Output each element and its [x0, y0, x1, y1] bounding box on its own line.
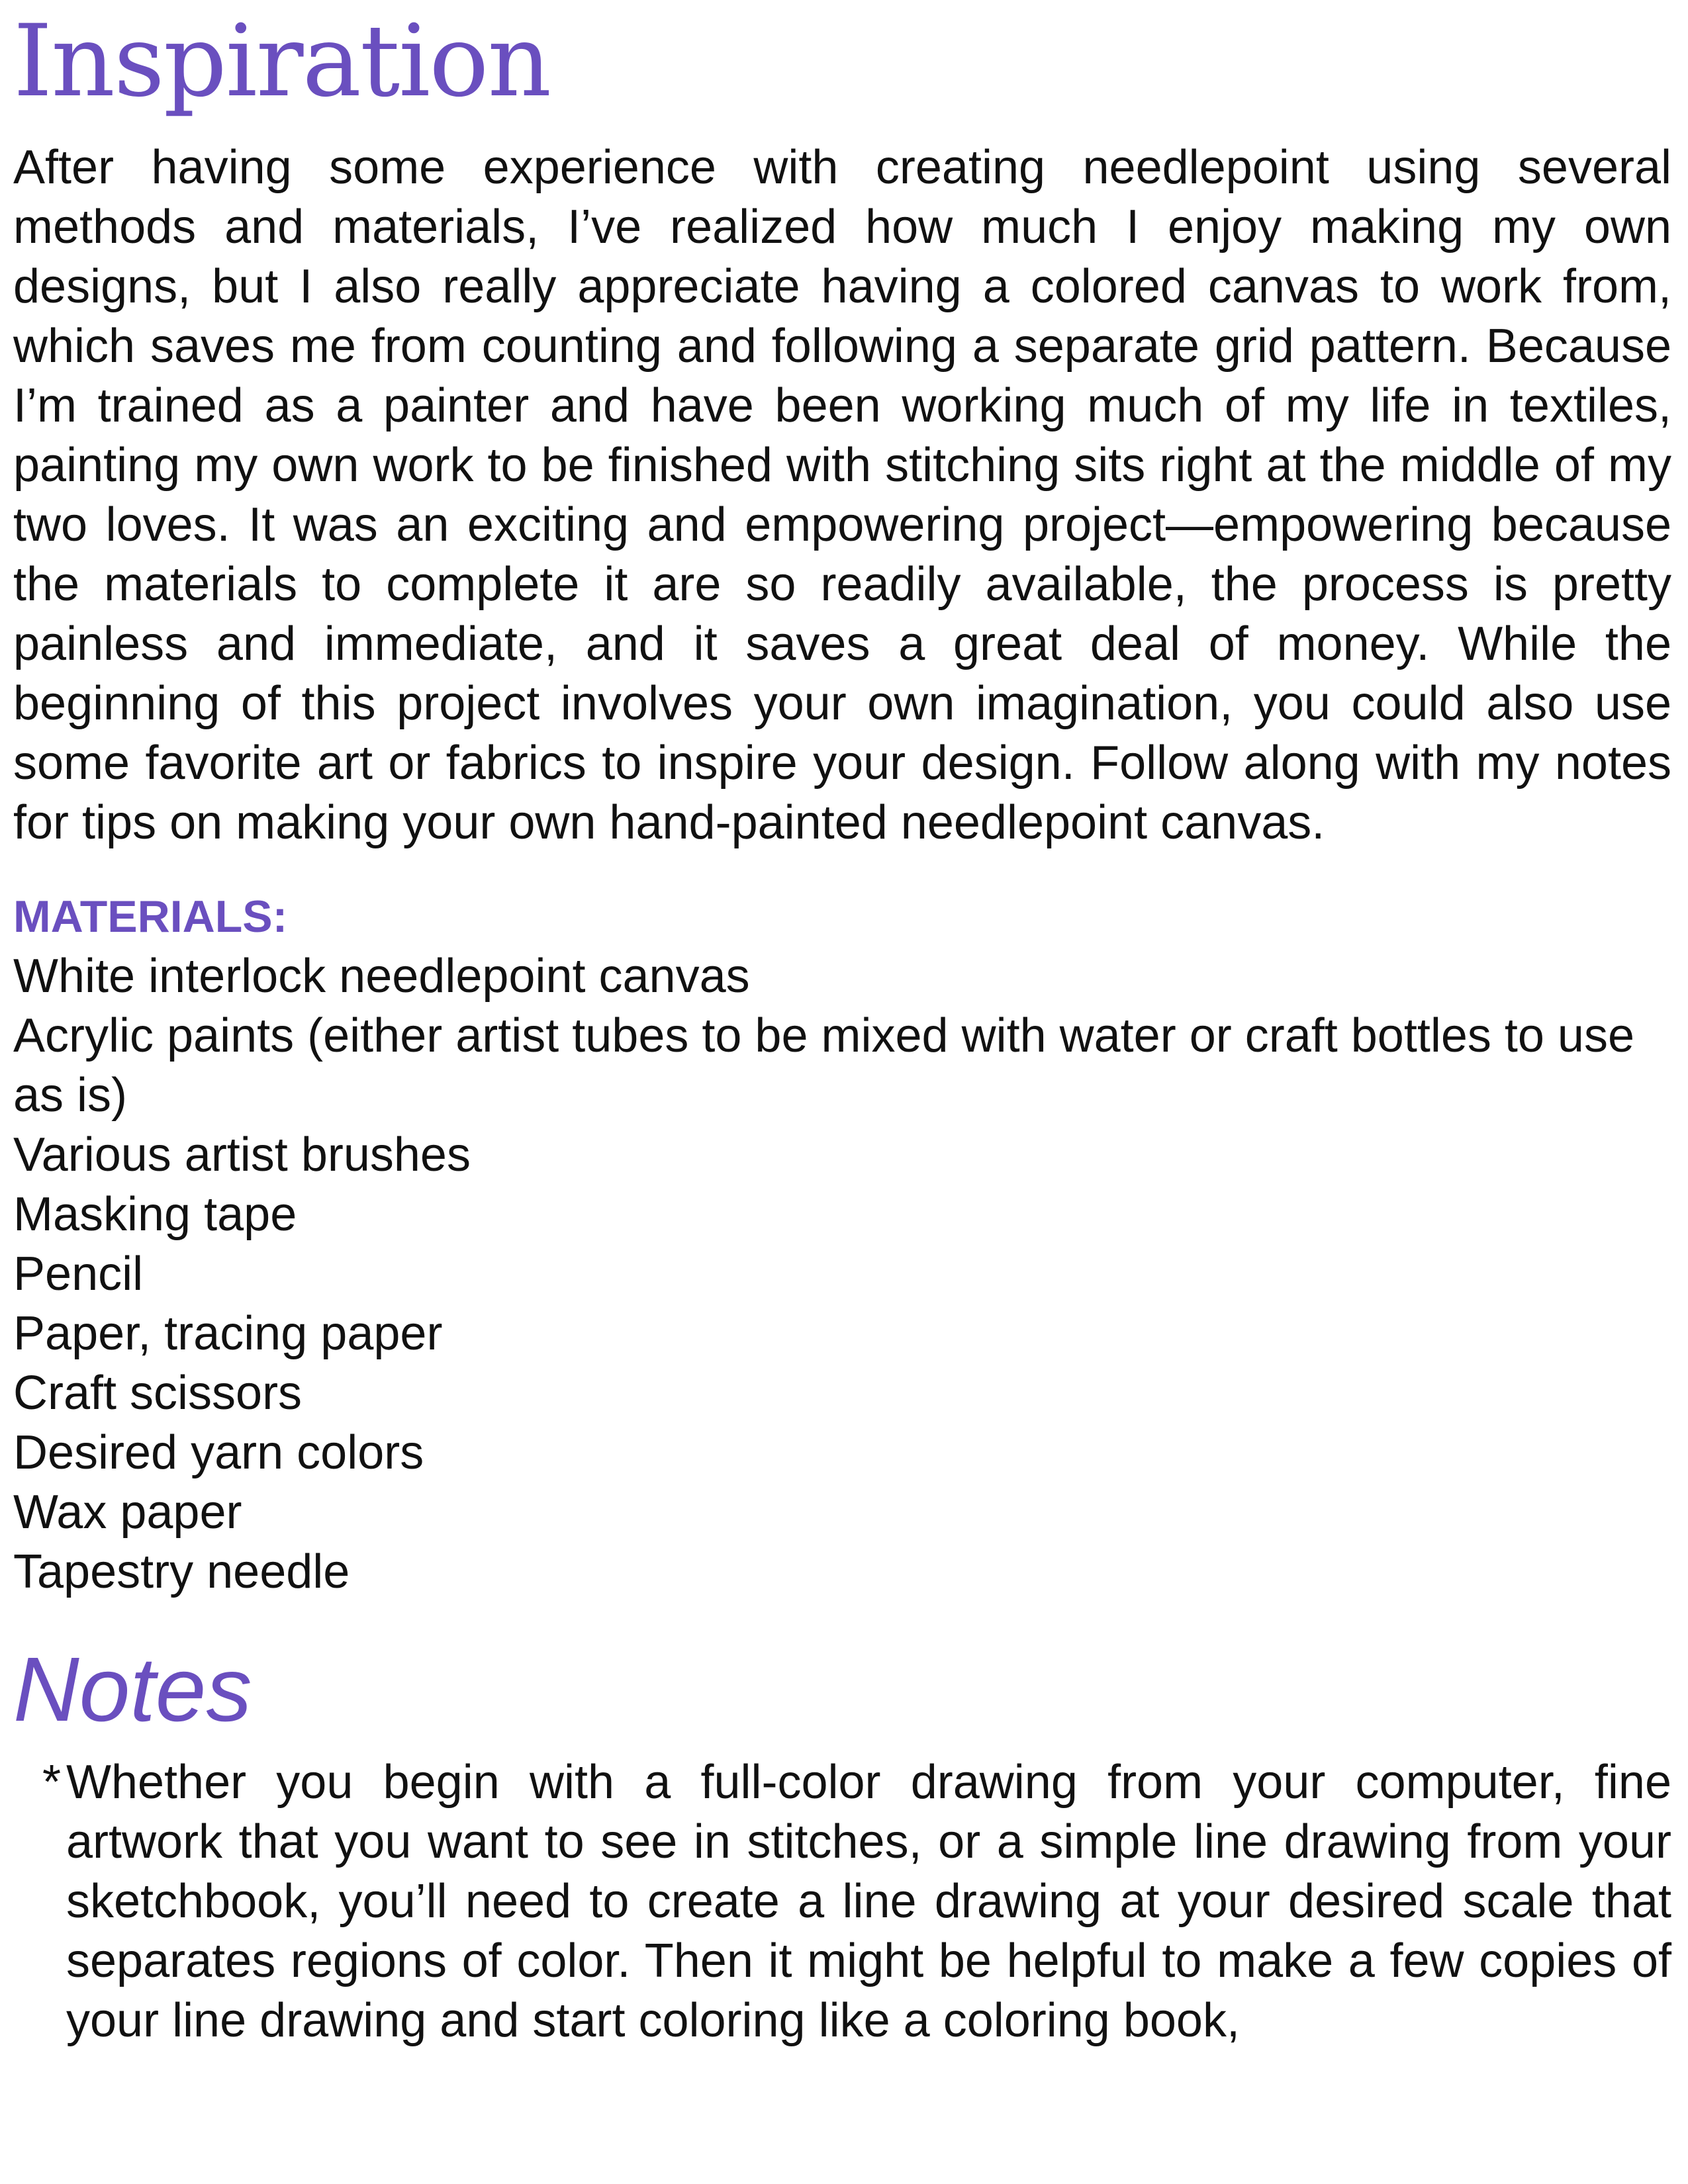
note-text: Whether you begin with a full-color drawing from your computer, fine artwork that you want to see in stitches, or a simple line drawing from your sketchbook, you’ll need to create a line drawing at your desired scale that separates regions of color. Then it might be helpful to make a few copies of your line drawing and start coloring like a coloring book,: [66, 1756, 1671, 2047]
list-item: Wax paper: [13, 1486, 242, 1539]
document-page: [13, 0, 1671, 2050]
list-item: Tapestry needle: [13, 1545, 350, 1598]
notes-heading: Notes: [13, 1639, 252, 1741]
list-item: White interlock needlepoint canvas: [13, 950, 750, 1003]
materials-list: [13, 946, 1642, 1602]
list-item: Pencil: [13, 1248, 144, 1300]
note-item: [42, 1752, 1671, 2050]
list-item: Craft scissors: [13, 1367, 303, 1420]
inspiration-paragraph: After having some experience with creating needlepoint using several methods and materials, I’ve realized how much I enjoy making my own designs, but I also really appreciate having a colored canvas to work from, which saves me from counting and following a separate grid pattern. Because I’m trained as a painter and have been working much of my life in textiles, painting my own work to be finished with stitching sits right at the middle of my two loves. It was an exciting and empowering project—empowering because the materials to complete it are so readily available, the process is pretty painless and immediate, and it saves a great deal of money. While the beginning of this project involves your own imagination, you could also use some favorite art or fabrics to inspire your design. Follow along with my notes for tips on making your own hand-painted needlepoint canvas.: [13, 141, 1671, 849]
inspiration-heading: Inspiration: [13, 4, 551, 119]
asterisk-bullet: *: [42, 1756, 62, 1809]
list-item: Various artist brushes: [13, 1128, 471, 1181]
materials-heading: MATERIALS:: [13, 891, 288, 942]
list-item: Desired yarn colors: [13, 1426, 424, 1479]
list-item: Paper, tracing paper: [13, 1307, 443, 1360]
list-item: Acrylic paints (either artist tubes to be mixed with water or craft bottles to use as is): [13, 1009, 1635, 1122]
list-item: Masking tape: [13, 1188, 297, 1241]
